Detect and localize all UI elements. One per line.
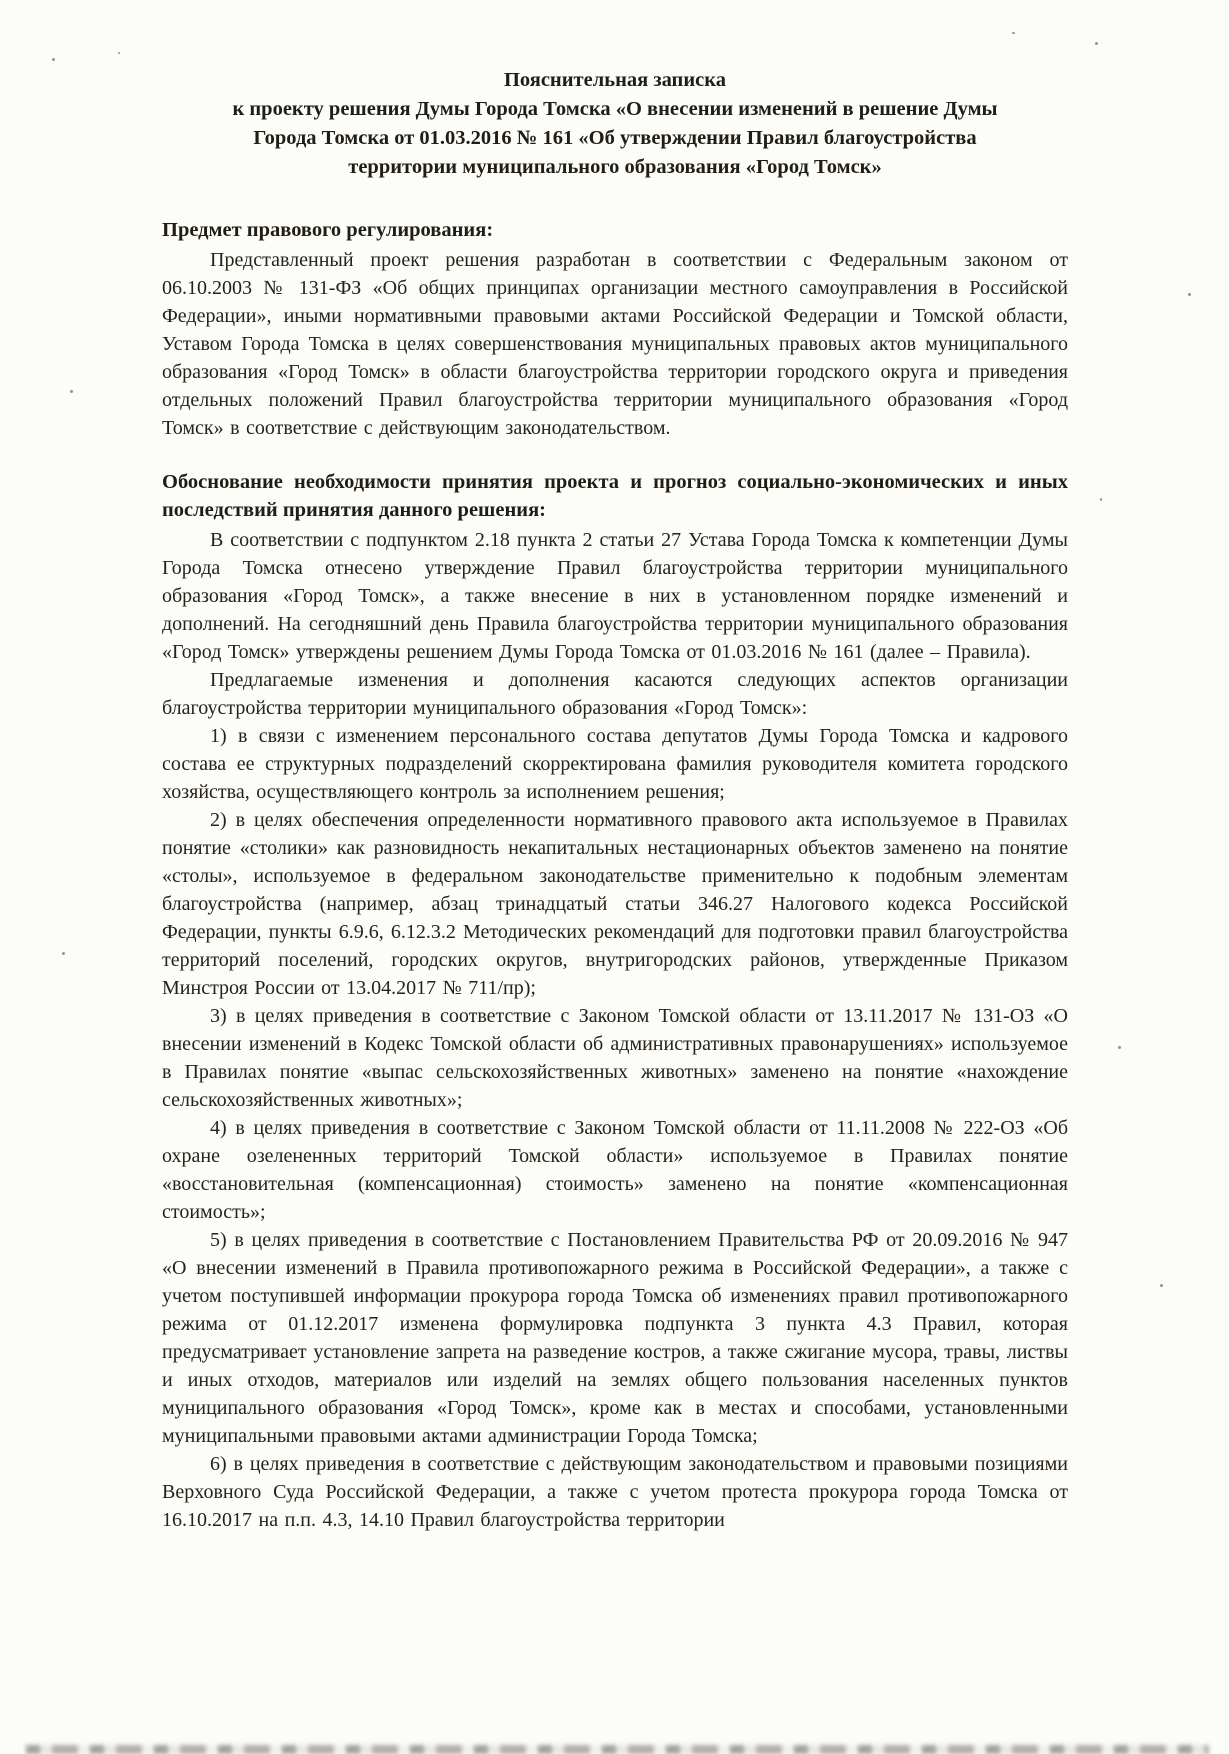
scan-speckle — [1118, 1046, 1121, 1049]
title-line-1: Пояснительная записка — [503, 69, 727, 91]
scan-speckle — [1012, 32, 1015, 34]
document-title — [162, 66, 1068, 182]
scan-speckle — [62, 952, 65, 955]
paragraph-justification-1: В соответствии с подпунктом 2.18 пункта 2 статьи 27 Устава Города Томска к компетенции Думы Города Томска отнесено утверждение Правил благоустройства территории муниципального образования «Город Томск», а также внесение в них в установленном порядке изменений и дополнений. На сегодняшний день Правила благоустройства территории муниципального образования «Город Томск» утверждены решением Думы Города Томска от 01.03.2016 № 161 (далее – Правила). — [162, 529, 1068, 663]
paragraph-justification-2: Предлагаемые изменения и дополнения касаются следующих аспектов организации благоустройства территории муниципального образования «Город Томск»: — [162, 669, 1068, 719]
scan-speckle — [52, 58, 55, 61]
scan-speckle — [118, 52, 120, 54]
paragraph-subject-1: Представленный проект решения разработан в соответствии с Федеральным законом от 06.10.2003 № 131-ФЗ «Об общих принципах организации местного самоуправления в Российской Федерации», иными нормативными правовыми актами Российской Федерации и Томской области, Уставом Города Томска в целях совершенствования муниципальных правовых актов муниципального образования «Город Томск» в области благоустройства территории городского округа и приведения отдельных положений Правил благоустройства территории муниципального образования «Город Томск» в соответствие с действующим законодательством. — [162, 249, 1068, 439]
scan-speckle — [1188, 293, 1191, 296]
paragraph-item-5: 5) в целях приведения в соответствие с Постановлением Правительства РФ от 20.09.2016 № 947 «О внесении изменений в Правила противопожарного режима в Российской Федерации», а также с учетом поступившей информации прокурора города Томска об изменениях правил противопожарного режима от 01.12.2017 изменена формулировка подпункта 3 пункта 4.3 Правил, которая предусматривает установление запрета на разведение костров, а также сжигание мусора, травы, листвы и иных отходов, материалов или изделий на землях общего пользования населенных пунктов муниципального образования «Город Томск», кроме как в местах и способами, установленными муниципальными правовыми актами администрации Города Томска; — [162, 1229, 1068, 1447]
document-content — [162, 66, 1068, 1534]
paragraph-item-4: 4) в целях приведения в соответствие с Законом Томской области от 11.11.2008 № 222-ОЗ «Об охране озелененных территорий Томской области» используемое в Правилах понятие «восстановительная (компенсационная) стоимость» заменено на понятие «компенсационная стоимость»; — [162, 1117, 1068, 1223]
scan-speckle — [1100, 498, 1102, 501]
scan-artifact-bottom-cutoff-line — [26, 1745, 1209, 1754]
section-heading-subject: Предмет правового регулирования: — [162, 219, 494, 241]
section-heading-justification: Обоснование необходимости принятия проекта и прогноз социально-экономических и иных последствий принятия данного решения: — [162, 471, 1068, 521]
title-line-3: Города Томска от 01.03.2016 № 161 «Об утверждении Правил благоустройства — [253, 127, 977, 149]
scan-speckle — [1095, 42, 1098, 45]
paragraph-item-3: 3) в целях приведения в соответствие с Законом Томской области от 13.11.2017 № 131-ОЗ «О внесении изменений в Кодекс Томской области об административных правонарушениях» используемое в Правилах понятие «выпас сельскохозяйственных животных» заменено на понятие «нахождение сельскохозяйственных животных»; — [162, 1005, 1068, 1111]
scan-speckle — [70, 390, 73, 393]
scan-speckle — [1160, 1284, 1163, 1287]
title-line-2: к проекту решения Думы Города Томска «О внесении изменений в решение Думы — [232, 98, 998, 120]
paragraph-item-2: 2) в целях обеспечения определенности нормативного правового акта используемое в Правилах понятие «столики» как разновидность некапитальных нестационарных объектов заменено на понятие «столы», используемое в федеральном законодательстве применительно к подобным элементам благоустройства (например, абзац тринадцатый статьи 346.27 Налогового кодекса Российской Федерации, пункты 6.9.6, 6.12.3.2 Методических рекомендаций для подготовки правил благоустройства территорий поселений, городских округов, внутригородских районов, утвержденные Приказом Минстроя России от 13.04.2017 № 711/пр); — [162, 809, 1068, 999]
paragraph-item-6: 6) в целях приведения в соответствие с действующим законодательством и правовыми позициями Верховного Суда Российской Федерации, а также с учетом протеста прокурора города Томска от 16.10.2017 на п.п. 4.3, 14.10 Правил благоустройства территории — [162, 1453, 1068, 1531]
paragraph-item-1: 1) в связи с изменением персонального состава депутатов Думы Города Томска и кадрового состава ее структурных подразделений скорректирована фамилия руководителя комитета городского хозяйства, осуществляющего контроль за исполнением решения; — [162, 725, 1068, 803]
title-line-4: территории муниципального образования «Город Томск» — [348, 156, 882, 178]
